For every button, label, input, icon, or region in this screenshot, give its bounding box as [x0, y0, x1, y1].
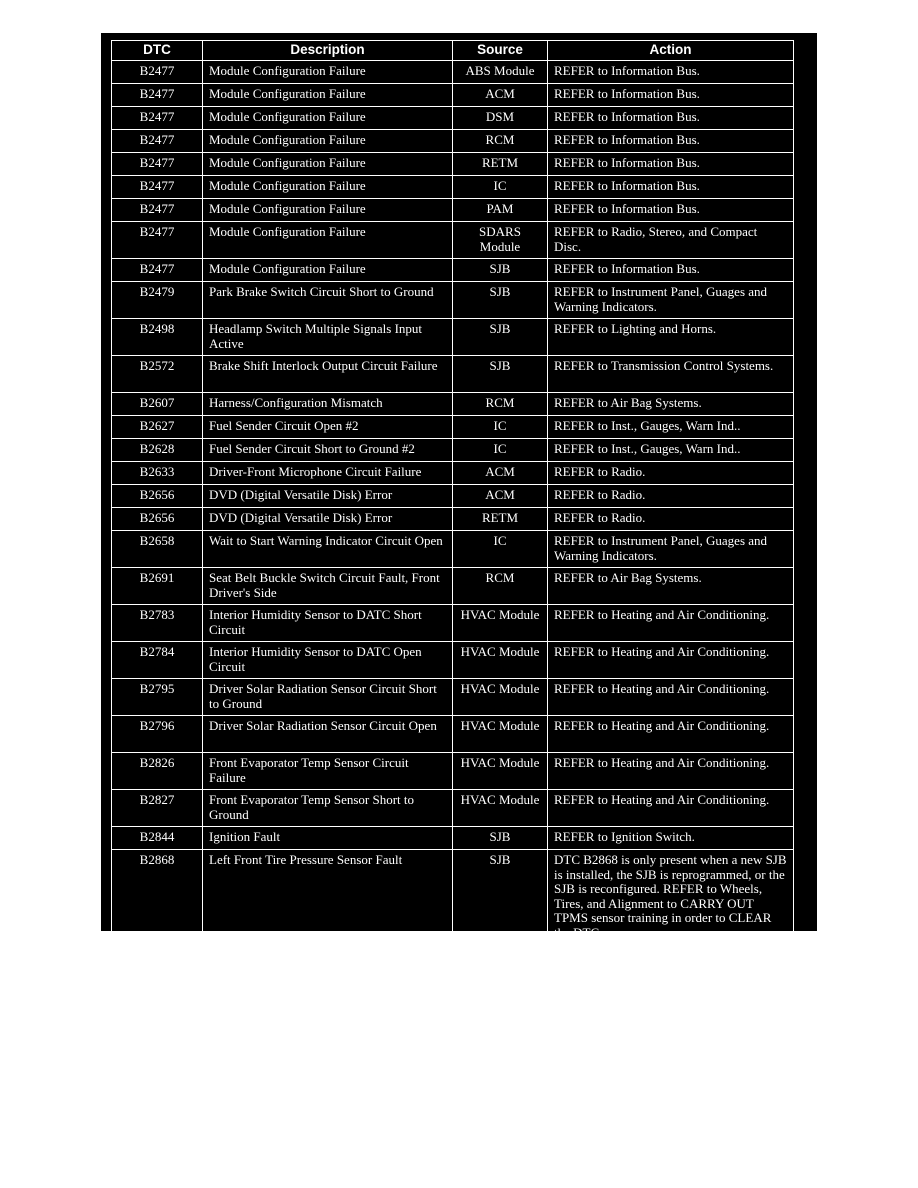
- cell-source: PAM: [453, 199, 548, 222]
- cell-description: Left Front Tire Pressure Sensor Fault: [203, 850, 453, 942]
- cell-dtc: B2826: [112, 753, 203, 790]
- cell-dtc: B2827: [112, 790, 203, 827]
- cell-source: SJB: [453, 259, 548, 282]
- cell-dtc: B2607: [112, 393, 203, 416]
- cell-dtc: B2795: [112, 679, 203, 716]
- cell-description: Module Configuration Failure: [203, 222, 453, 259]
- cell-source: RETM: [453, 508, 548, 531]
- table-row: [112, 416, 794, 439]
- cell-description: Module Configuration Failure: [203, 107, 453, 130]
- table-row: [112, 84, 794, 107]
- cell-source: SJB: [453, 356, 548, 393]
- cell-action: REFER to Lighting and Horns.: [548, 319, 794, 356]
- cell-source: HVAC Module: [453, 605, 548, 642]
- table-row: [112, 850, 794, 942]
- table-row: [112, 282, 794, 319]
- cell-source: IC: [453, 416, 548, 439]
- cell-description: Harness/Configuration Mismatch: [203, 393, 453, 416]
- cell-action: DTC B2868 is only present when a new SJB is installed, the SJB is reprogrammed, or the SJB is reconfigured. REFER to Wheels, Tires, and Alignment to CARRY OUT TPMS sensor training in order to CLEAR the DTC.: [548, 850, 794, 942]
- cell-action: REFER to Heating and Air Conditioning.: [548, 753, 794, 790]
- cell-description: Fuel Sender Circuit Open #2: [203, 416, 453, 439]
- cell-dtc: B2868: [112, 850, 203, 942]
- cell-dtc: B2691: [112, 568, 203, 605]
- cell-action: REFER to Heating and Air Conditioning.: [548, 679, 794, 716]
- cell-source: RETM: [453, 153, 548, 176]
- cell-action: REFER to Information Bus.: [548, 153, 794, 176]
- cell-description: Driver Solar Radiation Sensor Circuit Short to Ground: [203, 679, 453, 716]
- cell-dtc: B2633: [112, 462, 203, 485]
- table-row: [112, 605, 794, 642]
- cell-dtc: B2658: [112, 531, 203, 568]
- cell-action: REFER to Information Bus.: [548, 176, 794, 199]
- cell-dtc: B2656: [112, 508, 203, 531]
- cell-dtc: B2627: [112, 416, 203, 439]
- cell-action: REFER to Information Bus.: [548, 84, 794, 107]
- table-header-row: [112, 41, 794, 61]
- cell-description: Brake Shift Interlock Output Circuit Failure: [203, 356, 453, 393]
- cell-description: Ignition Fault: [203, 827, 453, 850]
- cell-description: Module Configuration Failure: [203, 130, 453, 153]
- cell-description: DVD (Digital Versatile Disk) Error: [203, 508, 453, 531]
- cell-description: Driver-Front Microphone Circuit Failure: [203, 462, 453, 485]
- cell-source: ACM: [453, 485, 548, 508]
- cell-action: REFER to Heating and Air Conditioning.: [548, 716, 794, 753]
- table-row: [112, 153, 794, 176]
- cell-dtc: B2477: [112, 107, 203, 130]
- cell-action: REFER to Inst., Gauges, Warn Ind..: [548, 439, 794, 462]
- cell-source: SJB: [453, 282, 548, 319]
- cell-dtc: B2477: [112, 199, 203, 222]
- cell-action: REFER to Information Bus.: [548, 199, 794, 222]
- table-row: [112, 356, 794, 393]
- cell-action: REFER to Information Bus.: [548, 107, 794, 130]
- cell-action: REFER to Instrument Panel, Guages and Warning Indicators.: [548, 531, 794, 568]
- cell-action: REFER to Radio.: [548, 508, 794, 531]
- header-dtc: DTC: [112, 41, 203, 61]
- cell-source: HVAC Module: [453, 642, 548, 679]
- cell-source: ACM: [453, 84, 548, 107]
- cell-source: SJB: [453, 850, 548, 942]
- cell-dtc: B2477: [112, 176, 203, 199]
- table-row: [112, 753, 794, 790]
- cell-description: Fuel Sender Circuit Short to Ground #2: [203, 439, 453, 462]
- cell-dtc: B2477: [112, 153, 203, 176]
- cell-description: DVD (Digital Versatile Disk) Error: [203, 485, 453, 508]
- cell-action: REFER to Heating and Air Conditioning.: [548, 642, 794, 679]
- cell-dtc: B2656: [112, 485, 203, 508]
- cell-source: IC: [453, 531, 548, 568]
- table-row: [112, 319, 794, 356]
- table-row: [112, 485, 794, 508]
- cell-source: RCM: [453, 393, 548, 416]
- table-row: [112, 130, 794, 153]
- table-row: [112, 393, 794, 416]
- cell-source: ABS Module: [453, 61, 548, 84]
- cell-dtc: B2477: [112, 130, 203, 153]
- cell-action: REFER to Heating and Air Conditioning.: [548, 790, 794, 827]
- cell-action: REFER to Heating and Air Conditioning.: [548, 605, 794, 642]
- cell-description: Headlamp Switch Multiple Signals Input Active: [203, 319, 453, 356]
- cell-description: Wait to Start Warning Indicator Circuit Open: [203, 531, 453, 568]
- cell-source: HVAC Module: [453, 790, 548, 827]
- table-row: [112, 107, 794, 130]
- cell-description: Front Evaporator Temp Sensor Circuit Failure: [203, 753, 453, 790]
- cell-description: Front Evaporator Temp Sensor Short to Ground: [203, 790, 453, 827]
- cell-dtc: B2498: [112, 319, 203, 356]
- cell-description: Module Configuration Failure: [203, 153, 453, 176]
- cell-source: HVAC Module: [453, 716, 548, 753]
- table-row: [112, 199, 794, 222]
- header-source: Source: [453, 41, 548, 61]
- cell-source: SJB: [453, 319, 548, 356]
- cell-dtc: B2479: [112, 282, 203, 319]
- cell-dtc: B2783: [112, 605, 203, 642]
- table-row: [112, 508, 794, 531]
- cell-dtc: B2628: [112, 439, 203, 462]
- cell-description: Module Configuration Failure: [203, 259, 453, 282]
- cell-dtc: B2572: [112, 356, 203, 393]
- cell-description: Driver Solar Radiation Sensor Circuit Open: [203, 716, 453, 753]
- cell-action: REFER to Air Bag Systems.: [548, 393, 794, 416]
- cell-dtc: B2796: [112, 716, 203, 753]
- document-page: [101, 33, 817, 940]
- cell-dtc: B2477: [112, 259, 203, 282]
- table-row: [112, 568, 794, 605]
- table-row: [112, 827, 794, 850]
- table-row: [112, 61, 794, 84]
- table-row: [112, 176, 794, 199]
- table-row: [112, 642, 794, 679]
- cell-description: Interior Humidity Sensor to DATC Open Circuit: [203, 642, 453, 679]
- cell-description: Module Configuration Failure: [203, 199, 453, 222]
- dtc-table: [111, 40, 794, 942]
- cell-description: Module Configuration Failure: [203, 176, 453, 199]
- cell-action: REFER to Radio.: [548, 485, 794, 508]
- cell-description: Module Configuration Failure: [203, 61, 453, 84]
- table-row: [112, 462, 794, 485]
- cell-source: IC: [453, 439, 548, 462]
- cell-action: REFER to Information Bus.: [548, 61, 794, 84]
- cell-source: RCM: [453, 568, 548, 605]
- cell-source: RCM: [453, 130, 548, 153]
- cell-action: REFER to Information Bus.: [548, 259, 794, 282]
- cell-source: SJB: [453, 827, 548, 850]
- cell-action: REFER to Radio.: [548, 462, 794, 485]
- cell-dtc: B2477: [112, 222, 203, 259]
- table-row: [112, 531, 794, 568]
- header-description: Description: [203, 41, 453, 61]
- table-row: [112, 679, 794, 716]
- header-action: Action: [548, 41, 794, 61]
- cell-dtc: B2477: [112, 61, 203, 84]
- cell-description: Interior Humidity Sensor to DATC Short Circuit: [203, 605, 453, 642]
- cell-source: ACM: [453, 462, 548, 485]
- table-row: [112, 439, 794, 462]
- cell-source: SDARS Module: [453, 222, 548, 259]
- cell-source: HVAC Module: [453, 753, 548, 790]
- cell-action: REFER to Inst., Gauges, Warn Ind..: [548, 416, 794, 439]
- cell-action: REFER to Information Bus.: [548, 130, 794, 153]
- cell-action: REFER to Air Bag Systems.: [548, 568, 794, 605]
- cell-action: REFER to Transmission Control Systems.: [548, 356, 794, 393]
- cell-dtc: B2784: [112, 642, 203, 679]
- table-row: [112, 716, 794, 753]
- cell-description: Park Brake Switch Circuit Short to Ground: [203, 282, 453, 319]
- cell-source: DSM: [453, 107, 548, 130]
- cell-dtc: B2844: [112, 827, 203, 850]
- cell-description: Module Configuration Failure: [203, 84, 453, 107]
- cell-source: IC: [453, 176, 548, 199]
- cell-action: REFER to Ignition Switch.: [548, 827, 794, 850]
- table-row: [112, 222, 794, 259]
- cell-description: Seat Belt Buckle Switch Circuit Fault, Front Driver's Side: [203, 568, 453, 605]
- cell-action: REFER to Instrument Panel, Guages and Warning Indicators.: [548, 282, 794, 319]
- cell-action: REFER to Radio, Stereo, and Compact Disc.: [548, 222, 794, 259]
- cell-source: HVAC Module: [453, 679, 548, 716]
- cell-dtc: B2477: [112, 84, 203, 107]
- table-row: [112, 790, 794, 827]
- table-row: [112, 259, 794, 282]
